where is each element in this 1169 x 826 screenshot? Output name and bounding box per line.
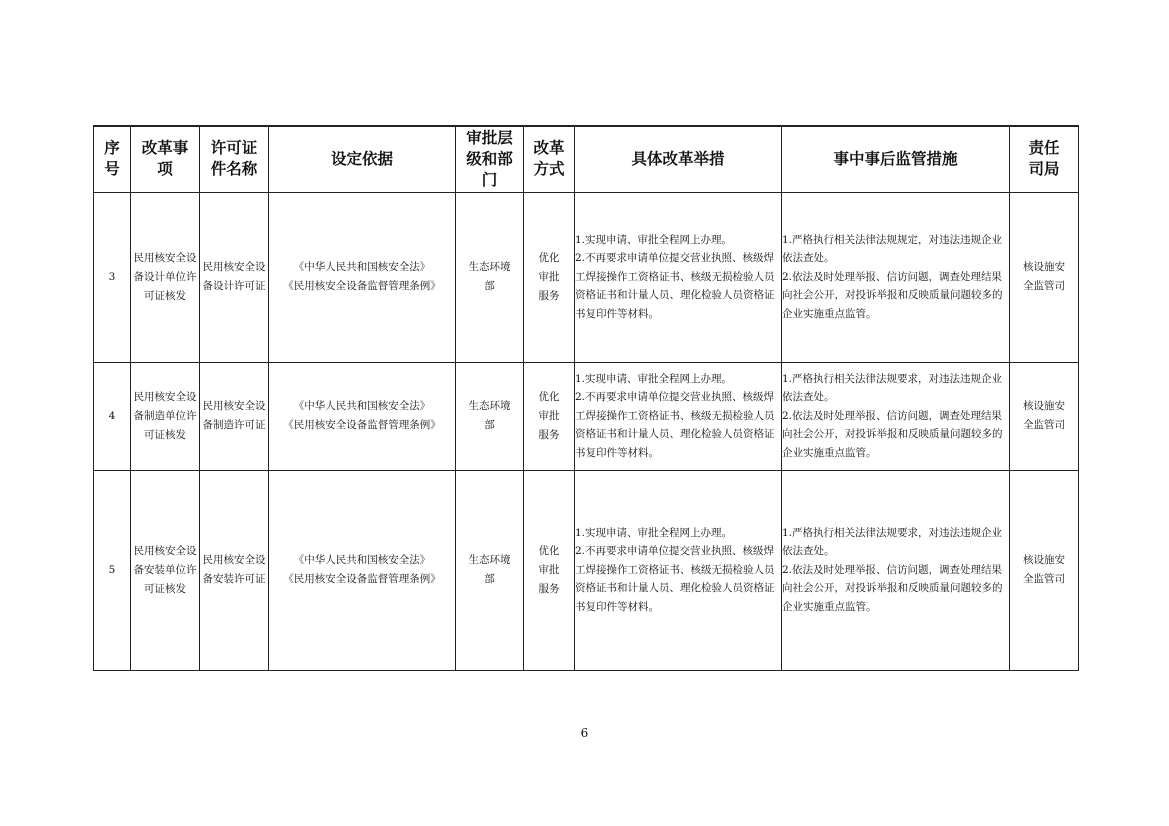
row-legal-basis [269, 470, 456, 670]
row-legal-basis [269, 362, 456, 470]
table-row [94, 470, 1079, 670]
header-reform-measures: 具体改革举措 [575, 126, 782, 192]
row-reform-item: 民用核安全设备设计单位许可证核发 [131, 192, 200, 362]
header-approval-level: 审批层级和部门 [456, 126, 524, 192]
supervision-line: 2.依法及时处理举报、信访问题，调查处理结果向社会公开，对投诉举报和反映质量问题较多的企业实施重点监管。 [782, 409, 1003, 459]
supervision-line: 1.严格执行相关法律法规要求，对违法违规企业依法查处。 [782, 526, 1003, 558]
row-approval-dept: 生态环境部 [456, 362, 524, 470]
row-supervision-measures [782, 362, 1010, 470]
header-reform-item: 改革事项 [131, 126, 200, 192]
measure-line: 2.不再要求申请单位提交营业执照、核级焊工焊接操作工资格证书、核级无损检验人员资格证书和计量人员、理化检验人员资格证书复印件等材料。 [575, 391, 775, 459]
header-legal-basis: 设定依据 [269, 126, 456, 192]
header-responsible-bureau: 责任司局 [1010, 126, 1079, 192]
row-responsible-bureau: 核设施安全监管司 [1010, 192, 1079, 362]
row-approval-dept: 生态环境部 [456, 192, 524, 362]
row-responsible-bureau: 核设施安全监管司 [1010, 470, 1079, 670]
measure-line: 1.实现申请、审批全程网上办理。 [575, 372, 733, 385]
row-license-name: 民用核安全设备设计许可证 [200, 192, 269, 362]
basis-line: 《民用核安全设备监督管理条例》 [283, 419, 441, 431]
basis-line: 《民用核安全设备监督管理条例》 [283, 280, 441, 292]
header-reform-method: 改革方式 [524, 126, 575, 192]
row-reform-method: 优化审批服务 [524, 470, 575, 670]
measure-line: 1.实现申请、审批全程网上办理。 [575, 233, 733, 246]
row-license-name: 民用核安全设备安装许可证 [200, 470, 269, 670]
basis-line: 《中华人民共和国核安全法》 [293, 400, 431, 412]
supervision-line: 1.严格执行相关法律法规规定，对违法违规企业依法查处。 [782, 233, 1003, 265]
header-serial: 序号 [94, 126, 131, 192]
row-reform-method: 优化审批服务 [524, 362, 575, 470]
measure-line: 1.实现申请、审批全程网上办理。 [575, 526, 733, 539]
row-license-name: 民用核安全设备制造许可证 [200, 362, 269, 470]
row-approval-dept: 生态环境部 [456, 470, 524, 670]
row-responsible-bureau: 核设施安全监管司 [1010, 362, 1079, 470]
supervision-line: 2.依法及时处理举报、信访问题，调查处理结果向社会公开，对投诉举报和反映质量问题较多的企业实施重点监管。 [782, 563, 1003, 613]
measure-line: 2.不再要求申请单位提交营业执照、核级焊工焊接操作工资格证书、核级无损检验人员资格证书和计量人员、理化检验人员资格证书复印件等材料。 [575, 545, 775, 613]
basis-line: 《中华人民共和国核安全法》 [293, 554, 431, 566]
row-supervision-measures [782, 470, 1010, 670]
supervision-line: 1.严格执行相关法律法规要求，对违法违规企业依法查处。 [782, 372, 1003, 404]
header-license-name: 许可证件名称 [200, 126, 269, 192]
table-row [94, 362, 1079, 470]
row-serial: 3 [94, 192, 131, 362]
table-row [94, 192, 1079, 362]
table-header-row [94, 126, 1079, 192]
row-reform-item: 民用核安全设备安装单位许可证核发 [131, 470, 200, 670]
row-serial: 4 [94, 362, 131, 470]
row-reform-item: 民用核安全设备制造单位许可证核发 [131, 362, 200, 470]
row-reform-measures [575, 470, 782, 670]
page-number: 6 [580, 726, 589, 740]
row-supervision-measures [782, 192, 1010, 362]
basis-line: 《中华人民共和国核安全法》 [293, 261, 431, 273]
basis-line: 《民用核安全设备监督管理条例》 [283, 573, 441, 585]
row-serial: 5 [94, 470, 131, 670]
supervision-line: 2.依法及时处理举报、信访问题，调查处理结果向社会公开，对投诉举报和反映质量问题较多的企业实施重点监管。 [782, 270, 1003, 320]
header-supervision-measures: 事中事后监管措施 [782, 126, 1010, 192]
reform-table [93, 125, 1079, 671]
row-reform-method: 优化审批服务 [524, 192, 575, 362]
row-legal-basis [269, 192, 456, 362]
row-reform-measures [575, 192, 782, 362]
measure-line: 2.不再要求申请单位提交营业执照、核级焊工焊接操作工资格证书、核级无损检验人员资格证书和计量人员、理化检验人员资格证书复印件等材料。 [575, 252, 775, 320]
row-reform-measures [575, 362, 782, 470]
